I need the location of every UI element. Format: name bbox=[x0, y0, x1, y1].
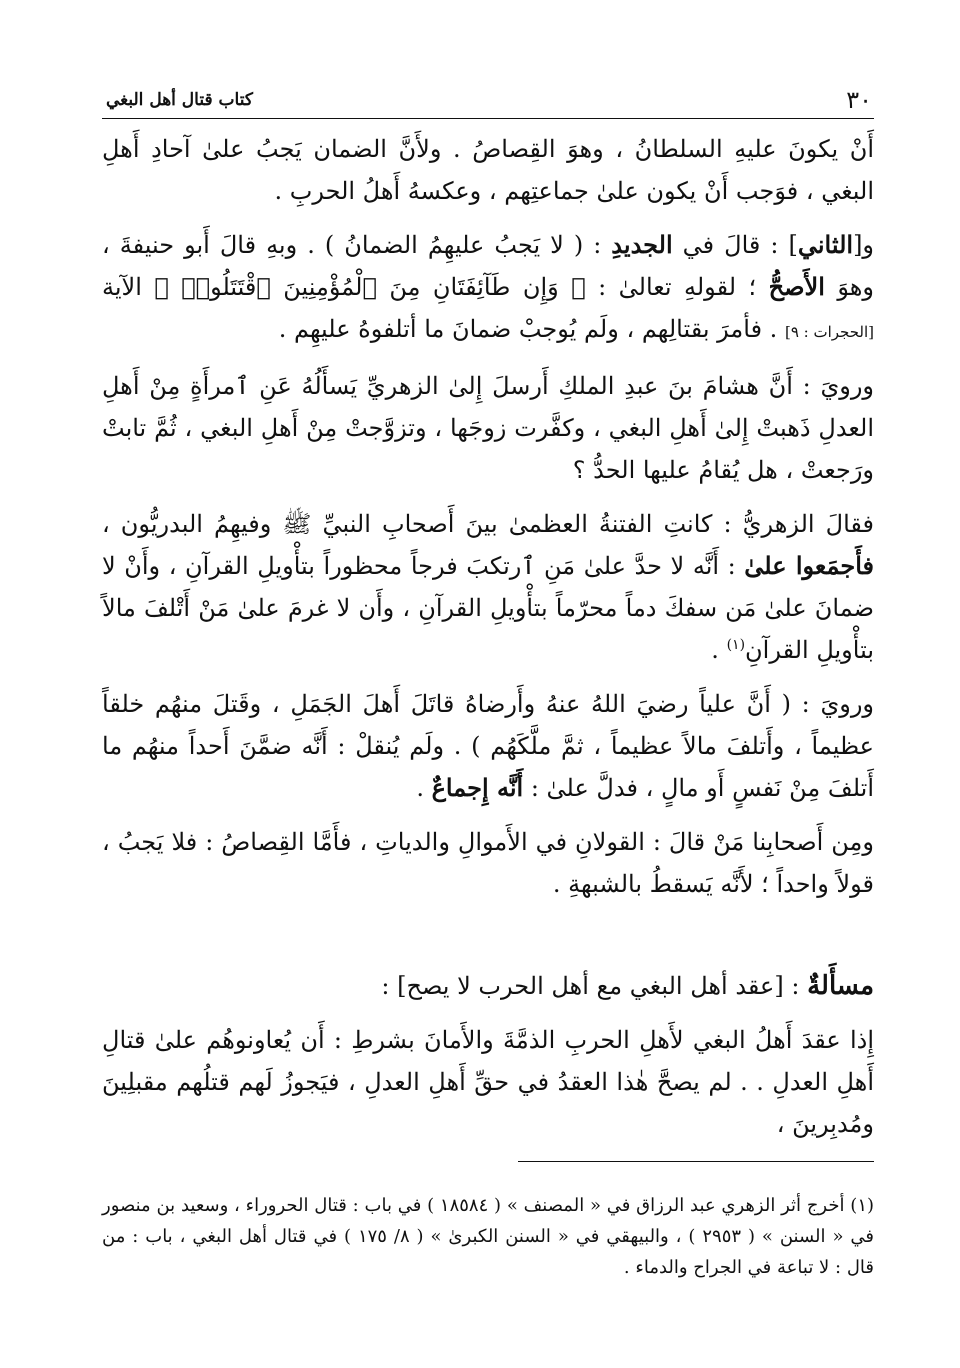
masala-title: : [عقد أهل البغي مع أهل الحرب لا يصح] : bbox=[381, 972, 808, 1000]
main-text bbox=[102, 128, 874, 1157]
bold-term-consensus: فأَجمَعوا علىٰ bbox=[744, 551, 874, 580]
masala-label: مسأَلةٌ bbox=[807, 971, 874, 1001]
paragraph-7-text: إِذا عقدَ أَهلُ البغي لأَهلِ الحربِ الذمَّةَ والأَمانَ بشرطِ : أَن يُعاونوهُم علىٰ قتالِ أَهلِ العدلِ . . لم يصحَّ هٰذا العقدُ في حقِّ أَهلِ العدلِ ، فيَجوزُ لَهم قتلُهم مقبلِينَ ومُدبِرينَ ، bbox=[102, 1026, 874, 1138]
paragraph-6 bbox=[102, 821, 874, 905]
text-segment: ورويَ : ( أَنَّ علياً رضيَ اللهُ عنهُ وأَرضاهُ قاتَلَ أَهلَ الجَمَلِ ، وقَتلَ منهُم خلقاً عظيماً ، وأَتلفَ مالاً عظيماً ، ثمَّ ملَّكَهُم ) . ولَم يُنقلْ : أَنَّه ضمَّنَ أَحداً منهُم ما أَتلفَ مِنْ نَفسٍ أَو مالٍ ، فدلَّ علىٰ : bbox=[102, 690, 874, 802]
text-segment: ؛ لقولهِ تعالىٰ : ﴿ وَإِن طَآئِفَتَانِ مِنَ ٱلْمُؤْمِنِينَ ٱقْتَتَلُوا۟ ﴾ الآية bbox=[102, 273, 769, 301]
paragraph-2 bbox=[102, 224, 874, 353]
paragraph-6-text: ومِن أَصحابِنا مَنْ قالَ : القولانِ في الأَموالِ والدياتِ ، فأَمَّا القِصاصُ : فلا يَجبُ ، قولاً واحداً ؛ لأَنَّه يَسقطُ بالشبهةِ . bbox=[102, 828, 874, 898]
text-segment: . bbox=[711, 636, 727, 664]
text-segment: ] : قالَ في bbox=[672, 231, 798, 259]
paragraph-3 bbox=[102, 365, 874, 491]
paragraph-4 bbox=[102, 503, 874, 671]
bold-term-ijma: أَنَّه إِجماعٌ bbox=[431, 773, 524, 802]
footnote-separator bbox=[518, 1161, 874, 1162]
paragraph-3-text: ورويَ : أَنَّ هشامَ بنَ عبدِ الملكِ أَرسلَ إِلىٰ الزهريِّ يَسأَلُهُ عَنِ ٱمرأَةٍ مِنْ أَهلِ العدلِ ذَهبتْ إِلىٰ أَهلِ البغي ، وكفَّرت زوجَها ، وتزوَّجتْ مِنْ أَهلِ البغي ، ثُمَّ تابتْ ورَجعتْ ، هل يُقامُ عليها الحدُّ ؟ bbox=[102, 372, 874, 484]
paragraph-7 bbox=[102, 1019, 874, 1145]
quran-reference: [الحجرات : ٩] bbox=[784, 323, 874, 341]
text-segment: . bbox=[416, 774, 432, 802]
bold-term-new: الجديدِ bbox=[611, 230, 673, 259]
footnotes bbox=[102, 1190, 874, 1283]
bold-term-second: الثاني bbox=[797, 230, 854, 259]
text-segment: . فأمرَ بقتالِهم ، ولَم يُوجبْ ضمانَ ما أتلفوهُ عليهِم . bbox=[278, 315, 785, 343]
bold-term-soundest: الأَصحُّ bbox=[768, 272, 825, 301]
paragraph-1 bbox=[102, 128, 874, 212]
text-segment: فقالَ الزهريُّ : كانتِ الفتنةُ العظمىٰ بينَ أَصحابِ النبيِّ ﷺ وفيهِمُ البدريُّون ، bbox=[102, 510, 874, 538]
footnote-number: (١) bbox=[850, 1195, 875, 1216]
page-header bbox=[102, 84, 874, 119]
footnote-text: أخرج أثر الزهري عبد الرزاق في « المصنف » ( ١٨٥٨٤ ) في باب : قتال الحروراء ، وسعيد بن منصور في « السنن » ( ٢٩٥٣ ) ، والبيهقي في « السنن الكبرىٰ » ( ٨/ ١٧٥ ) في قتال أهل البغي ، باب : من قال : لا تباعة في الجراح والدماء . bbox=[102, 1195, 874, 1278]
paragraph-5 bbox=[102, 683, 874, 809]
masala-heading bbox=[102, 965, 874, 1007]
footnote-marker[interactable]: (١) bbox=[726, 637, 746, 653]
text-segment: و[ bbox=[853, 231, 875, 259]
running-head: كتاب قتال أهل البغي bbox=[106, 90, 253, 110]
text-segment: : أَنَّه لا حدَّ علىٰ مَنِ ٱرتكبَ فرجاً محظوراً بتأْويلِ القرآنِ ، وأَنْ لا ضمانَ علىٰ مَن سفكَ دماً محرّماً بتأْويلِ القرآنِ ، وأَن لا غرمَ علىٰ مَنْ أَتْلفَ مالاً بتأْويلِ القرآنِ bbox=[102, 552, 874, 664]
footnote-1 bbox=[102, 1190, 874, 1283]
page-number: ٣٠ bbox=[846, 86, 872, 114]
paragraph-1-text: أَنْ يكونَ عليهِ السلطانُ ، وهوَ القِصاصُ . ولأَنَّ الضمان يَجبُ علىٰ آحادِ أَهلِ البغي ، فوَجب أَنْ يكون علىٰ جماعتِهم ، وعكسهُ أَهلُ الحربِ . bbox=[102, 135, 874, 205]
text-segment: : ( لا يَجبُ عليهِمُ الضمانُ ) . وبهِ قالَ أَبو حنيفةَ ، وهوَ bbox=[102, 231, 874, 301]
